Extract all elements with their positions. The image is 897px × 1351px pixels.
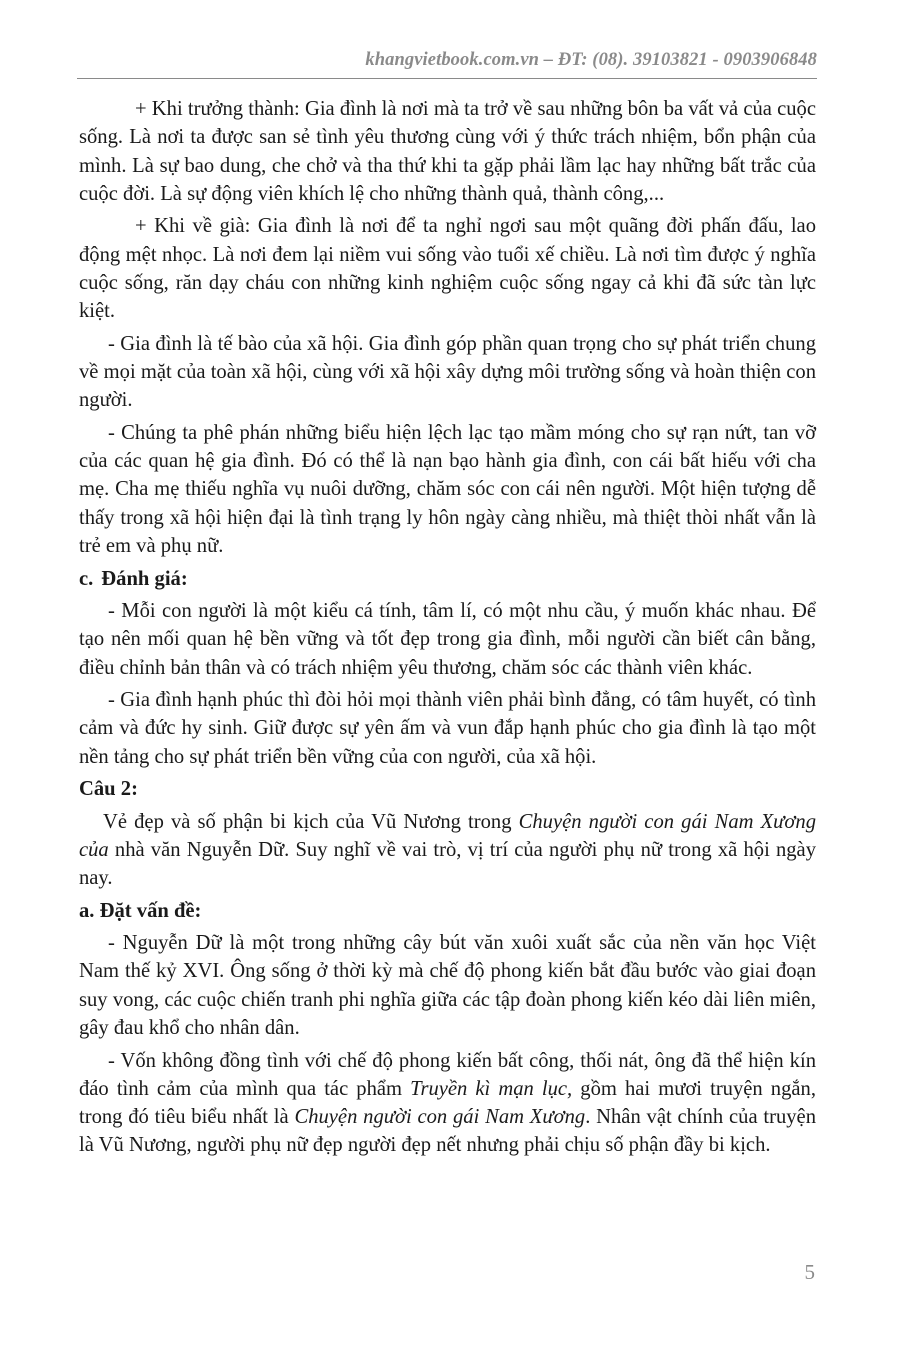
question-text-end: nhà văn Nguyễn Dữ. Suy nghĩ về vai trò, vị trí của người phụ nữ trong xã hội ngày nay. [79, 838, 816, 890]
paragraph-adulthood: + Khi trưởng thành: Gia đình là nơi mà ta trở về sau những bôn ba vất vả của cuộc sống. Là nơi ta được san sẻ tình yêu thương cùng với ý thức trách nhiệm, bổn phận của mình. Là sự bao dung, che chở và tha thứ khi ta gặp phải lầm lạc hay những bất trắc của cuộc đời. Là sự động viên khích lệ cho những thành quả, thành công,... [79, 98, 816, 205]
paragraph-happy-family: - Gia đình hạnh phúc thì đòi hỏi mọi thành viên phải bình đẳng, có tâm huyết, có tình cảm và đức hy sinh. Giữ được sự yên ấm và vun đắp hạnh phúc cho gia đình là tạo một nền tảng cho sự phát triển bền vững của con người, của xã hội. [79, 689, 816, 768]
paragraph-old-age: + Khi về già: Gia đình là nơi để ta nghỉ ngơi sau một quãng đời phấn đấu, lao động mệt nhọc. Là nơi đem lại niềm vui sống vào tuổi xế chiều. Là nơi tìm được ý nghĩa cuộc sống, răn dạy cháu con những kinh nghiệm cuộc sống ngay cả khi đã sức tàn lực kiệt. [79, 215, 816, 323]
work-text-3: . Nhân vật chính của truyện là Vũ Nương, người phụ nữ đẹp người đẹp nết nhưng phải chịu số phận đầy bi kịch. [79, 1106, 816, 1157]
section-label-c: c. [79, 567, 94, 590]
paragraph-work [79, 1047, 816, 1160]
page-number: 5 [804, 1260, 815, 1284]
question-prompt [79, 808, 816, 893]
paragraph-family-society: - Gia đình là tế bào của xã hội. Gia đình góp phần quan trọng cho sự phát triển chung về mọi mặt của toàn xã hội, cùng với xã hội xây dựng môi trường sống và hoàn thiện con người. [79, 332, 816, 412]
work-text-1: - Vốn không đồng tình với chế độ phong kiến bất công, thối nát, ông đã thể hiện kín đáo tình cảm của mình qua tác phẩm [79, 1049, 816, 1100]
header-divider [77, 78, 817, 79]
paragraph-individual: - Mỗi con người là một kiểu cá tính, tâm lí, có một nhu cầu, ý muốn khác nhau. Để tạo nên mối quan hệ bền vững và tốt đẹp trong gia đình, mỗi người cần biết cân bằng, điều chỉnh bản thân và có trách nhiệm yêu thương, chăm sóc các thành viên khác. [79, 599, 816, 679]
work-title-collection: Truyền kì mạn lục, [410, 1077, 573, 1100]
question-work-title: Chuyện người con gái Nam Xương của [79, 810, 816, 861]
paragraph-criticism: - Chúng ta phê phán những biểu hiện lệch lạc tạo mầm móng cho sự rạn nứt, tan vỡ của các quan hệ gia đình. Đó có thể là nạn bạo hành gia đình, con cái bất hiếu với cha mẹ. Cha mẹ thiếu nghĩa vụ nuôi dưỡng, chăm sóc con cái nên người. Một hiện tượng dễ thấy trong xã hội hiện đại là tình trạng ly hôn ngày càng nhiều, mà thiệt thòi nhất vẫn là trẻ em và phụ nữ. [79, 421, 816, 558]
section-heading-evaluation [79, 565, 816, 593]
section-heading-introduction: a. Đặt vấn đề: [79, 899, 202, 922]
section-title-evaluation: Đánh giá: [101, 567, 188, 590]
paragraph-author: - Nguyễn Dữ là một trong những cây bút văn xuôi xuất sắc của nền văn học Việt Nam thế kỷ XVI. Ông sống ở thời kỳ mà chế độ phong kiến bắt đầu bước vào giai đoạn suy vong, các cuộc chiến tranh phi nghĩa giữa các tập đoàn phong kiến kéo dài liên miên, gây đau khổ cho nhân dân. [79, 932, 816, 1040]
work-title-story: Chuyện người con gái Nam Xương [294, 1106, 586, 1129]
page-header: khangvietbook.com.vn – ĐT: (08). 39103821 - 0903906848 [365, 50, 817, 70]
work-text-2: gồm hai mươi truyện ngắn, trong đó tiêu biểu nhất là [79, 1077, 816, 1129]
question-heading: Câu 2: [79, 778, 138, 801]
question-text-start: Vẻ đẹp và số phận bi kịch của Vũ Nương trong [103, 810, 519, 833]
page-body [79, 95, 816, 1164]
